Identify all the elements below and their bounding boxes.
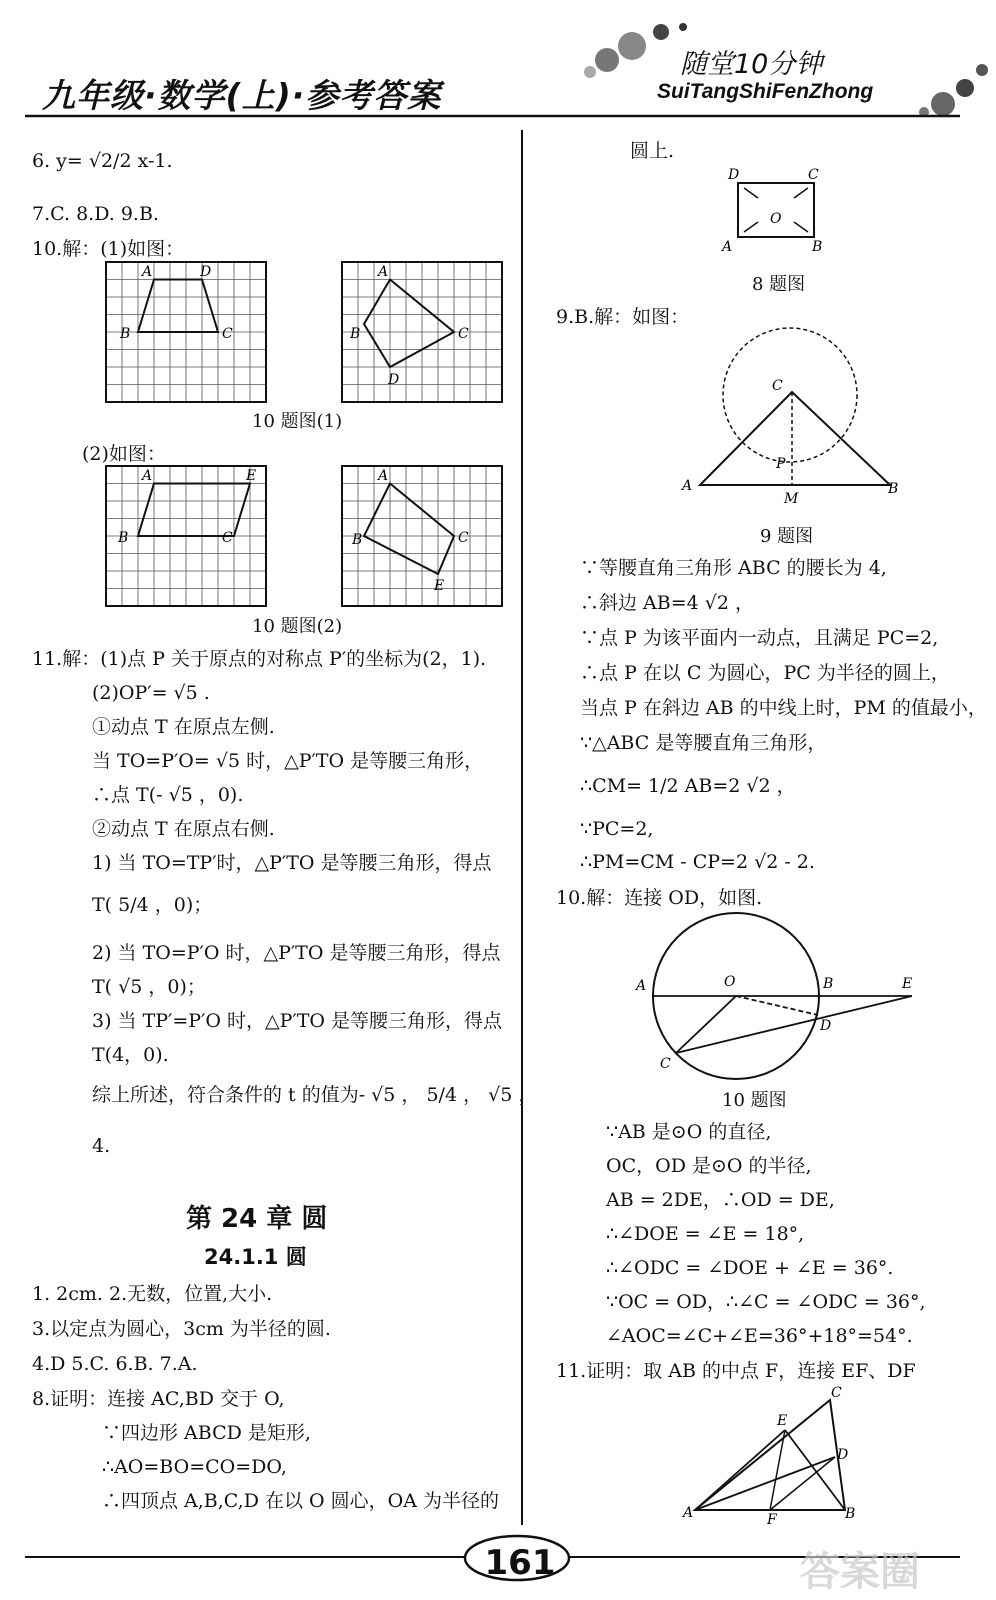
- header-decoration: [0, 0, 996, 130]
- brand-english: SuiTangShiFenZhong: [657, 80, 874, 103]
- caption-10: 10 题图: [722, 1090, 787, 1111]
- svg-text:C: C: [458, 530, 469, 546]
- answer-11-line9: 2) 当 TO=P′O 时，△P′TO 是等腰三角形，得点: [92, 942, 501, 964]
- svg-text:E: E: [902, 976, 913, 992]
- deco-dot: [976, 64, 988, 76]
- answer-9-line8: ∵PC=2,: [580, 818, 654, 840]
- trapezoid-shape: [138, 280, 218, 333]
- svg-text:O: O: [770, 211, 782, 227]
- ch24-answer-8-line2: ∵四边形 ABCD 是矩形,: [102, 1422, 311, 1444]
- answer-9-line5: 当点 P 在斜边 AB 的中线上时，PM 的值最小，: [580, 697, 987, 719]
- ch24-answer-1-2: 1. 2cm. 2.无数，位置,大小.: [32, 1283, 273, 1305]
- figure-11-triangle: [683, 1385, 885, 1528]
- answer-11-line2: (2)OP′= √5 .: [92, 682, 210, 704]
- svg-text:A: A: [683, 1505, 694, 1521]
- answer-10-line5: ∴∠ODC = ∠DOE + ∠E = 36°.: [606, 1257, 894, 1279]
- chapter-title: 第 24 章 圆: [186, 1204, 328, 1234]
- svg-text:D: D: [837, 1447, 849, 1463]
- svg-text:D: D: [820, 1018, 832, 1034]
- svg-text:D: D: [388, 372, 400, 388]
- brand-chinese: 随堂10分钟: [680, 49, 823, 80]
- svg-text:C: C: [772, 378, 783, 394]
- grid-figure-10-1b: [342, 262, 502, 402]
- answer-6: 6. y= √2/2 x-1.: [32, 150, 173, 172]
- svg-text:M: M: [784, 491, 799, 507]
- answer-10-line2: OC，OD 是⊙O 的半径,: [606, 1155, 812, 1177]
- answer-10-line7: ∠AOC=∠C+∠E=36°+18°=54°.: [606, 1325, 913, 1347]
- grid-figure-10-2a: [106, 466, 266, 606]
- answer-11-line6: ②动点 T 在原点右侧.: [92, 818, 275, 840]
- answer-11-line10: T( √5 ，0)；: [92, 976, 206, 998]
- answer-11-line11: 3) 当 TP′=P′O 时，△P′TO 是等腰三角形，得点: [92, 1010, 502, 1032]
- ch24-answer-3: 3.以定点为圆心，3cm 为半径的圆.: [32, 1318, 331, 1340]
- svg-text:B: B: [120, 326, 131, 342]
- svg-text:E: E: [434, 578, 445, 594]
- caption-8: 8 题图: [752, 274, 806, 295]
- answer-10-line1: ∵AB 是⊙O 的直径,: [606, 1121, 772, 1143]
- caption-10-2: 10 题图(2): [252, 616, 343, 637]
- figure-9-triangle: [680, 325, 920, 520]
- answer-11-line14: 4.: [92, 1135, 111, 1157]
- deco-dot: [618, 32, 646, 60]
- answer-7-9: 7.C. 8.D. 9.B.: [32, 203, 159, 225]
- answer-9-line7: ∴CM= 1/2 AB=2 √2 ，: [580, 775, 796, 797]
- deco-dot: [679, 23, 687, 31]
- svg-text:B: B: [812, 239, 823, 255]
- kite-shape: [364, 280, 454, 368]
- answer-10-intro: 10.解：连接 OD，如图.: [556, 887, 763, 909]
- svg-text:B: B: [845, 1506, 856, 1522]
- deco-dot: [584, 66, 596, 78]
- svg-text:F: F: [767, 1512, 777, 1528]
- answer-9-intro: 9.B.解：如图：: [556, 306, 690, 328]
- section-title: 24.1.1 圆: [204, 1245, 307, 1269]
- answer-9-line9: ∴PM=CM - CP=2 √2 - 2.: [580, 851, 815, 873]
- watermark-logo: 答案圈: [800, 1549, 920, 1595]
- grid-figure-10-2b: [342, 466, 502, 606]
- svg-text:B: B: [352, 532, 363, 548]
- answer-8-end: 圆上.: [630, 140, 675, 162]
- answer-10-part2: (2)如图：: [82, 443, 166, 465]
- ch24-answer-4-7: 4.D 5.C. 6.B. 7.A.: [32, 1353, 198, 1375]
- answer-10-part1: 10.解：(1)如图：: [32, 238, 185, 260]
- svg-text:C: C: [808, 167, 819, 183]
- answer-11-line8: T( 5/4 ，0)；: [92, 894, 213, 916]
- answer-9-line3: ∵点 P 为该平面内一动点，且满足 PC=2,: [580, 627, 939, 649]
- answer-10-line6: ∵OC = OD，∴∠C = ∠ODC = 36°,: [606, 1291, 926, 1313]
- deco-dot: [595, 48, 619, 72]
- answer-10-line3: AB = 2DE，∴OD = DE,: [606, 1189, 835, 1211]
- answer-11-line13: 综上所述，符合条件的 t 的值为- √5 ， 5/4 ， √5 ，: [92, 1084, 538, 1106]
- svg-text:E: E: [777, 1413, 788, 1429]
- answer-11-line12: T(4，0).: [92, 1044, 169, 1066]
- answer-11-line3: ①动点 T 在原点左侧.: [92, 716, 275, 738]
- caption-10-1: 10 题图(1): [252, 411, 343, 432]
- answer-10-line4: ∴∠DOE = ∠E = 18°,: [606, 1223, 805, 1245]
- svg-text:A: A: [722, 239, 733, 255]
- svg-text:O: O: [724, 974, 736, 990]
- ch24-answer-8-line1: 8.证明：连接 AC,BD 交于 O,: [32, 1388, 285, 1410]
- svg-text:B: B: [888, 481, 899, 497]
- parallelogram-shape: [138, 484, 250, 537]
- header-title: 九年级·数学(上)·参考答案: [42, 76, 442, 115]
- svg-text:B: B: [350, 326, 361, 342]
- answer-9-line6: ∵△ABC 是等腰直角三角形，: [580, 732, 827, 754]
- grid-figure-10-1a: [106, 262, 266, 402]
- svg-text:A: A: [682, 478, 693, 494]
- ch24-answer-8-line4: ∴四顶点 A,B,C,D 在以 O 圆心，OA 为半径的: [102, 1490, 499, 1512]
- svg-text:C: C: [660, 1056, 671, 1072]
- svg-text:A: A: [636, 978, 647, 994]
- ch24-answer-8-line3: ∴AO=BO=CO=DO,: [102, 1456, 287, 1478]
- svg-text:B: B: [118, 530, 129, 546]
- svg-text:D: D: [728, 167, 740, 183]
- svg-text:D: D: [200, 264, 212, 280]
- answer-11-line7: 1) 当 TO=TP′时，△P′TO 是等腰三角形，得点: [92, 852, 492, 874]
- figure-8-rectangle: [722, 165, 838, 255]
- answer-11-line5: ∴点 T(- √5 ，0).: [92, 784, 244, 806]
- svg-text:B: B: [823, 976, 834, 992]
- svg-text:A: A: [142, 468, 153, 484]
- svg-text:A: A: [142, 264, 153, 280]
- svg-text:C: C: [222, 326, 233, 342]
- page-number: 161: [484, 1543, 556, 1583]
- caption-9: 9 题图: [760, 526, 814, 547]
- answer-11-proof-intro: 11.证明：取 AB 的中点 F，连接 EF、DF: [556, 1360, 916, 1382]
- answer-11-line4: 当 TO=P′O= √5 时，△P′TO 是等腰三角形，: [92, 750, 484, 772]
- svg-text:E: E: [246, 468, 257, 484]
- deco-dot: [653, 24, 669, 40]
- answer-9-line4: ∴点 P 在以 C 为圆心，PC 为半径的圆上，: [580, 662, 950, 684]
- rectangle-shape: [364, 484, 454, 575]
- deco-dot: [931, 92, 955, 116]
- answer-9-line2: ∴斜边 AB=4 √2 ，: [580, 592, 755, 614]
- figure-10-circle: [636, 910, 930, 1085]
- svg-text:C: C: [222, 530, 233, 546]
- svg-text:C: C: [458, 326, 469, 342]
- answer-11-line1: 11.解：(1)点 P 关于原点的对称点 P′的坐标为(2，1).: [32, 648, 487, 670]
- svg-text:A: A: [378, 468, 389, 484]
- svg-text:A: A: [378, 264, 389, 280]
- deco-dot: [956, 79, 974, 97]
- column-divider: [521, 130, 523, 1525]
- svg-text:C: C: [831, 1385, 842, 1401]
- answer-9-line1: ∵等腰直角三角形 ABC 的腰长为 4,: [580, 557, 887, 579]
- svg-text:P: P: [776, 456, 786, 472]
